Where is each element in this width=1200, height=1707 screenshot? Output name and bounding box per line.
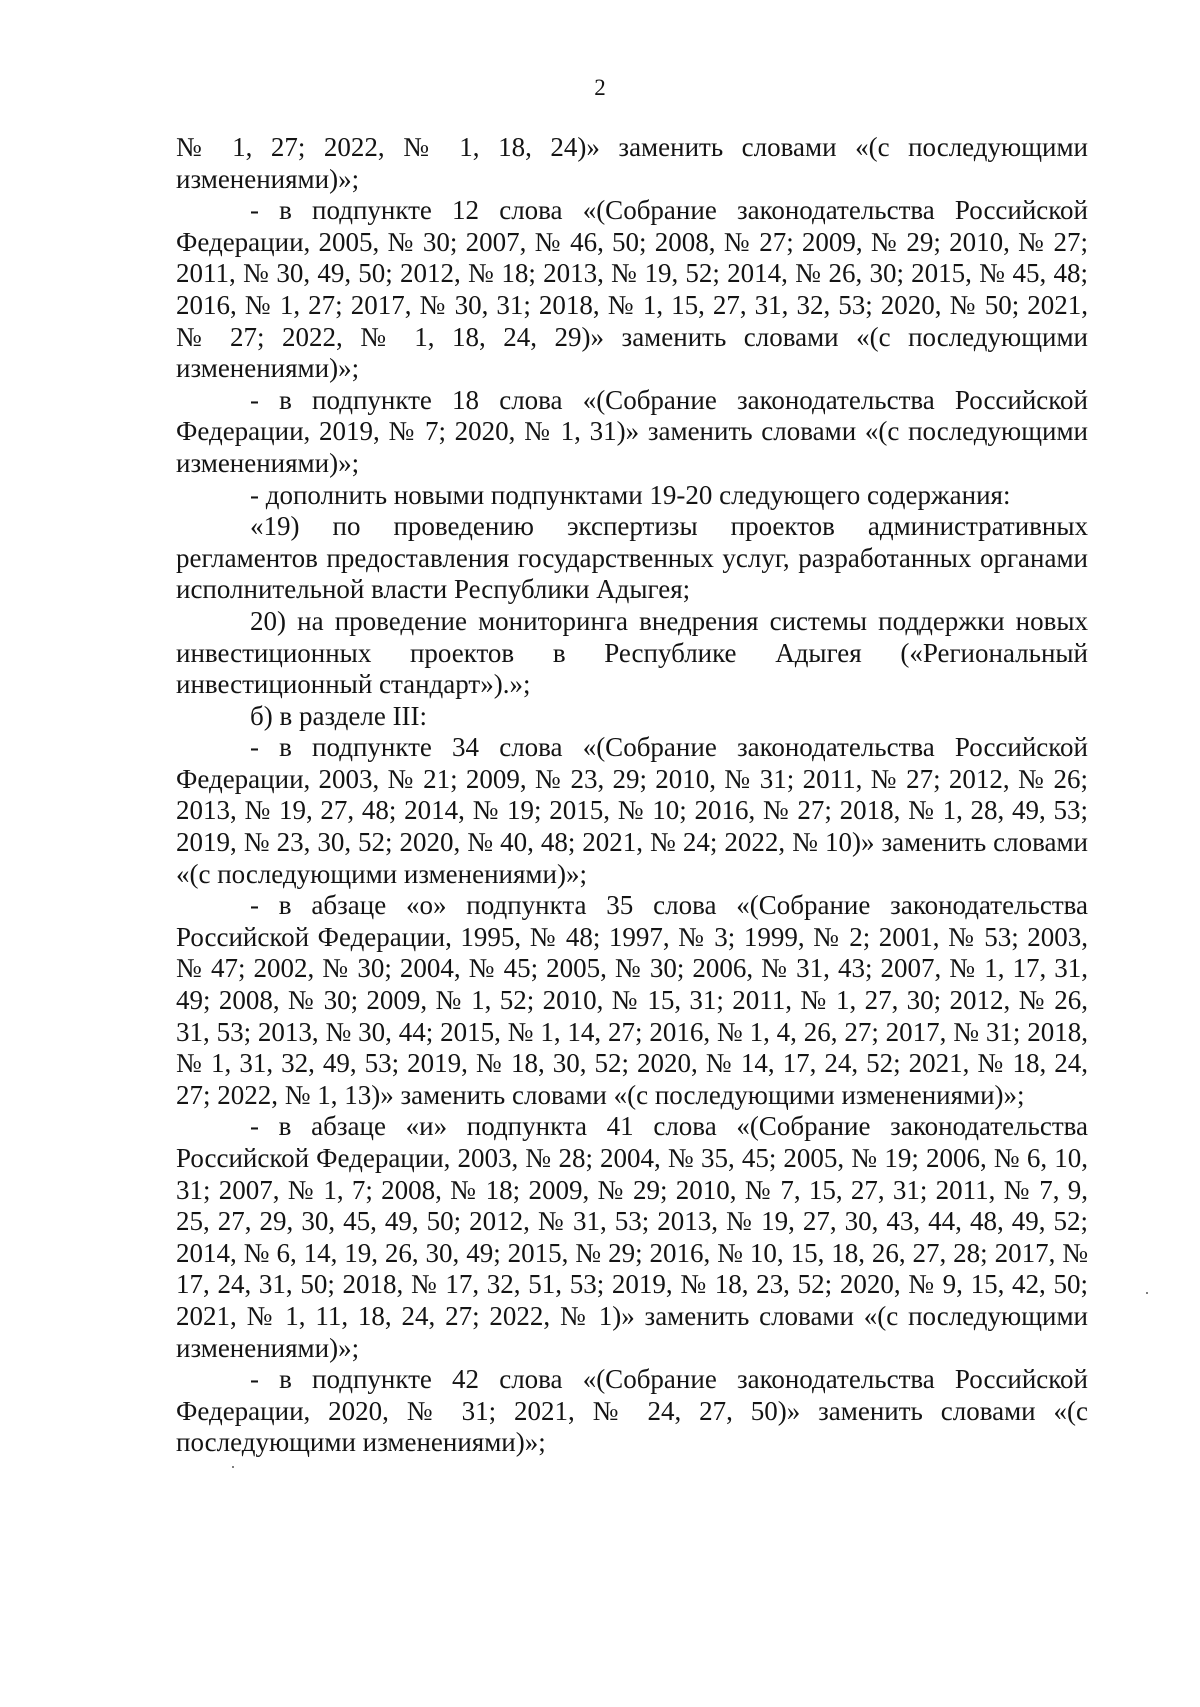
paragraph-subitem-41: - в абзаце «и» подпункта 41 слова «(Собрание законодательства Российской Федерации, 2003, № 28; 2004, № 35, 45; 2005, № 19; 2006, № 6, 10, 31; 2007, № 1, 7; 2008, № 18; 2009, № 29; 2010, № 7, 15, 27, 31; 2011, № 7, 9, 25, 27, 29, 30, 45, 49, 50; 2012, № 31, 53; 2013, № 19, 27, 30, 43, 44, 48, 49, 52; 2014, № 6, 14, 19, 26, 30, 49; 2015, № 29; 2016, № 10, 15, 18, 26, 27, 28; 2017, № 17, 24, 31, 50; 2018, № 17, 32, 51, 53; 2019, № 18, 23, 52; 2020, № 9, 15, 42, 50; 2021, № 1, 11, 18, 24, 27; 2022, № 1)» заменить словами «(с последующими изменениями)»; xyxy=(176,1111,1088,1363)
paragraph-subitem-35: - в абзаце «о» подпункта 35 слова «(Собрание законодательства Российской Федерации, 1995, № 48; 1997, № 3; 1999, № 2; 2001, № 53; 2003, № 47; 2002, № 30; 2004, № 45; 2005, № 30; 2006, № 31, 43; 2007, № 1, 17, 31, 49; 2008, № 30; 2009, № 1, 52; 2010, № 15, 31; 2011, № 1, 27, 30; 2012, № 26, 31, 53; 2013, № 30, 44; 2015, № 1, 14, 27; 2016, № 1, 4, 26, 27; 2017, № 31; 2018, № 1, 31, 32, 49, 53; 2019, № 18, 30, 52; 2020, № 14, 17, 24, 52; 2021, № 18, 24, 27; 2022, № 1, 13)» заменить словами «(с последующими изменениями)»; xyxy=(176,890,1088,1110)
paragraph-section-iii: б) в разделе III: xyxy=(250,700,428,731)
paragraph-add-subitems: - дополнить новыми подпунктами 19-20 следующего содержания: xyxy=(250,479,1011,510)
document-body xyxy=(176,132,1088,1459)
paragraph-subitem-20: 20) на проведение мониторинга внедрения системы поддержки новых инвестиционных проектов в Республике Адыгея («Региональный инвестиционный стандарт»).»; xyxy=(176,605,1088,700)
paragraph-continuation: № 1, 27; 2022, № 1, 18, 24)» заменить словами «(с последующими изменениями)»; xyxy=(176,132,1088,194)
paragraph-subitem-18: - в подпункте 18 слова «(Собрание законодательства Российской Федерации, 2019, № 7; 2020, № 1, 31)» заменить словами «(с последующими изменениями)»; xyxy=(176,384,1088,478)
paragraph-subitem-42: - в подпункте 42 слова «(Собрание законодательства Российской Федерации, 2020, № 31; 2021, № 24, 27, 50)» заменить словами «(с последующими изменениями)»; xyxy=(176,1364,1088,1458)
scan-speck xyxy=(232,1466,234,1468)
scan-speck xyxy=(1146,1292,1148,1294)
paragraph-subitem-19: «19) по проведению экспертизы проектов административных регламентов предоставления государственных услуг, разработанных органами исполнительной власти Республики Адыгея; xyxy=(176,511,1088,605)
paragraph-subitem-12: - в подпункте 12 слова «(Собрание законодательства Российской Федерации, 2005, № 30; 2007, № 46, 50; 2008, № 27; 2009, № 29; 2010, № 27; 2011, № 30, 49, 50; 2012, № 18; 2013, № 19, 52; 2014, № 26, 30; 2015, № 45, 48; 2016, № 1, 27; 2017, № 30, 31; 2018, № 1, 15, 27, 31, 32, 53; 2020, № 50; 2021, № 27; 2022, № 1, 18, 24, 29)» заменить словами «(с последующими изменениями)»; xyxy=(176,195,1088,384)
paragraph-subitem-34: - в подпункте 34 слова «(Собрание законодательства Российской Федерации, 2003, № 21; 2009, № 23, 29; 2010, № 31; 2011, № 27; 2012, № 26; 2013, № 19, 27, 48; 2014, № 19; 2015, № 10; 2016, № 27; 2018, № 1, 28, 49, 53; 2019, № 23, 30, 52; 2020, № 40, 48; 2021, № 24; 2022, № 10)» заменить словами «(с последующими изменениями)»; xyxy=(176,732,1088,889)
page-number: 2 xyxy=(594,75,606,100)
